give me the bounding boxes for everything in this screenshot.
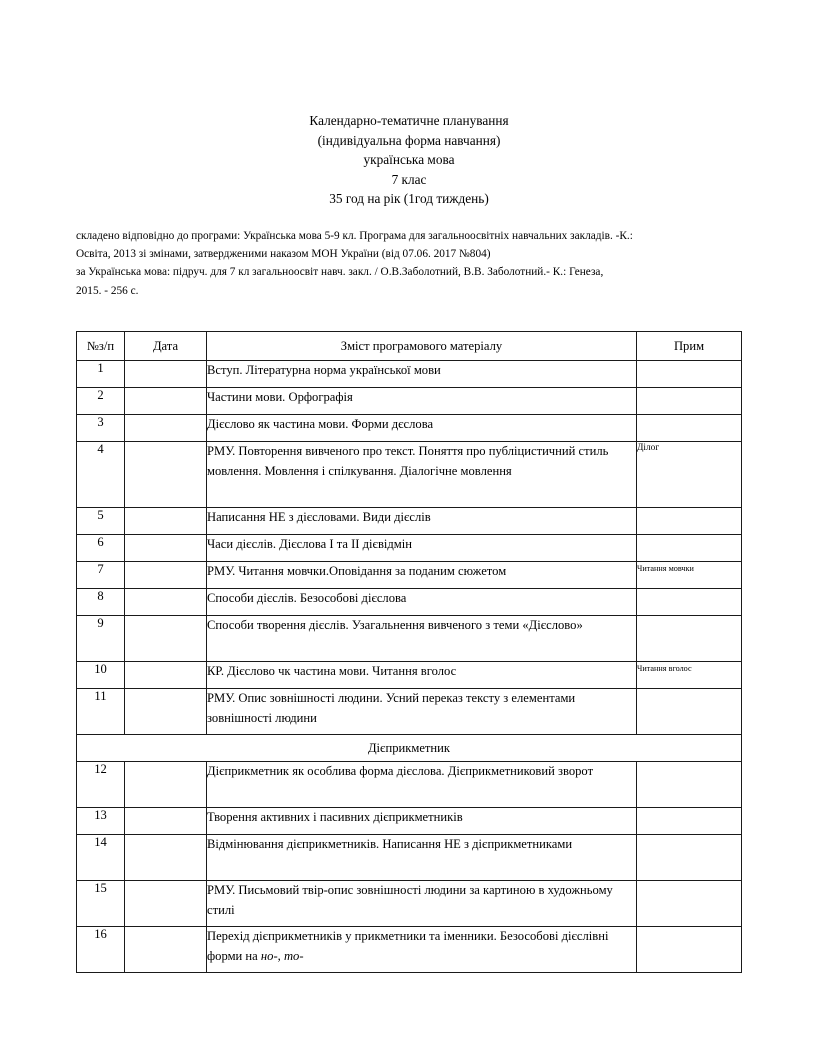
cell-content: Способи творення дієслів. Узагальнення вивченого з теми «Дієслово» [207, 616, 637, 662]
table-row [77, 562, 742, 589]
cell-note[interactable] [637, 508, 742, 535]
cell-number: 13 [77, 808, 125, 835]
calendar-planning-table [76, 331, 742, 973]
cell-date[interactable] [125, 689, 207, 735]
cell-content: Творення активних і пасивних дієприкметників [207, 808, 637, 835]
table-row [77, 835, 742, 881]
title-line-4: 7 клас [391, 171, 427, 187]
table-row [77, 616, 742, 662]
cell-number: 15 [77, 881, 125, 927]
cell-note[interactable] [637, 881, 742, 927]
title-line-1: Календарно-тематичне планування [309, 113, 509, 128]
cell-number: 3 [77, 415, 125, 442]
cell-note[interactable] [637, 535, 742, 562]
table-row [77, 589, 742, 616]
table-row [77, 508, 742, 535]
cell-content: РМУ. Письмовий твір-опис зовнішності людини за картиною в художньому стилі [207, 881, 637, 927]
cell-content: Часи дієслів. Дієслова І та ІІ дієвідмін [207, 535, 637, 562]
cell-number: 8 [77, 589, 125, 616]
intro-line-4: 2015. - 256 с. [76, 284, 139, 297]
cell-note[interactable] [637, 361, 742, 388]
cell-date[interactable] [125, 808, 207, 835]
header-cell-content: Зміст програмового матеріалу [207, 332, 637, 361]
cell-number: 5 [77, 508, 125, 535]
cell-date[interactable] [125, 361, 207, 388]
cell-date[interactable] [125, 562, 207, 589]
table-row [77, 388, 742, 415]
table-row [77, 415, 742, 442]
cell-date[interactable] [125, 662, 207, 689]
cell-date[interactable] [125, 415, 207, 442]
cell-number: 9 [77, 616, 125, 662]
cell-note[interactable] [637, 616, 742, 662]
cell-number: 6 [77, 535, 125, 562]
cell-content: Частини мови. Орфографія [207, 388, 637, 415]
intro-line-1: складено відповідно до програми: Українська мова 5-9 кл. Програма для загальноосвітніх навчальних закладів. -К.: [76, 230, 633, 242]
cell-note[interactable] [637, 808, 742, 835]
program-reference-paragraph [76, 227, 742, 300]
table-row [77, 662, 742, 689]
cell-content: Дієприкметник як особлива форма дієслова. Дієприкметниковий зворот [207, 762, 637, 808]
title-line-3: українська мова [363, 152, 455, 168]
cell-date[interactable] [125, 762, 207, 808]
cell-number: 10 [77, 662, 125, 689]
cell-content: Написання НЕ з дієсловами. Види дієслів [207, 508, 637, 535]
italic-forms: но-, то- [260, 948, 304, 963]
cell-date[interactable] [125, 616, 207, 662]
cell-note[interactable] [637, 927, 742, 973]
title-line-5: 35 год на рік (1год тиждень) [329, 191, 489, 207]
cell-number: 2 [77, 388, 125, 415]
cell-content: Дієслово як частина мови. Форми дєслова [207, 415, 637, 442]
intro-line-3: за Українська мова: підруч. для 7 кл загальноосвіт навч. закл. / О.В.Заболотний, В.В. Заболотний.- К.: Генеза, [76, 266, 604, 279]
cell-number: 7 [77, 562, 125, 589]
header-cell-note: Прим [637, 332, 742, 361]
cell-date[interactable] [125, 589, 207, 616]
table-row [77, 442, 742, 508]
section-title: Дієприкметник [77, 735, 742, 762]
cell-date[interactable] [125, 927, 207, 973]
table-row [77, 762, 742, 808]
cell-note[interactable] [637, 388, 742, 415]
cell-date[interactable] [125, 442, 207, 508]
table-row [77, 361, 742, 388]
cell-number: 11 [77, 689, 125, 735]
document-title-block [76, 111, 742, 209]
cell-content: Вступ. Літературна норма української мови [207, 361, 637, 388]
cell-content: КР. Дієслово чк частина мови. Читання вголос [207, 662, 637, 689]
cell-note[interactable] [637, 689, 742, 735]
cell-content: РМУ. Опис зовнішності людини. Усний переказ тексту з елементами зовнішності людини [207, 689, 637, 735]
header-cell-date: Дата [125, 332, 207, 361]
cell-note[interactable]: Ділог [637, 442, 742, 508]
title-line-2: (індивідуальна форма навчання) [317, 132, 501, 148]
cell-content: Відмінювання дієприкметників. Написання НЕ з дієприкметниками [207, 835, 637, 881]
cell-note[interactable] [637, 762, 742, 808]
cell-date[interactable] [125, 508, 207, 535]
table-row [77, 881, 742, 927]
table-row [77, 927, 742, 973]
intro-line-2: Освіта, 2013 зі змінами, затвердженими наказом МОН України (від 07.06. 2017 №804) [76, 248, 491, 261]
table-body [77, 332, 742, 973]
cell-content: РМУ. Читання мовчки.Оповідання за поданим сюжетом [207, 562, 637, 589]
table-row [77, 689, 742, 735]
cell-number: 16 [77, 927, 125, 973]
cell-note[interactable]: Читання вголос [637, 662, 742, 689]
cell-content: Способи дієслів. Безособові дієслова [207, 589, 637, 616]
header-cell-number: №з/п [77, 332, 125, 361]
table-row [77, 808, 742, 835]
cell-note[interactable]: Читання мовчки [637, 562, 742, 589]
cell-note[interactable] [637, 589, 742, 616]
cell-number: 1 [77, 361, 125, 388]
table-row [77, 535, 742, 562]
cell-number: 12 [77, 762, 125, 808]
cell-number: 14 [77, 835, 125, 881]
cell-content: РМУ. Повторення вивченого про текст. Поняття про публіцистичний стиль мовлення. Мовлення і спілкування. Діалогічне мовлення [207, 442, 637, 508]
cell-number: 4 [77, 442, 125, 508]
cell-date[interactable] [125, 835, 207, 881]
cell-date[interactable] [125, 881, 207, 927]
cell-content: Перехід дієприкметників у прикметники та іменники. Безособові дієслівні форми на но-, то- [207, 927, 637, 973]
cell-date[interactable] [125, 388, 207, 415]
cell-date[interactable] [125, 535, 207, 562]
cell-note[interactable] [637, 835, 742, 881]
cell-note[interactable] [637, 415, 742, 442]
table-header-row [77, 332, 742, 361]
table-section-row [77, 735, 742, 762]
